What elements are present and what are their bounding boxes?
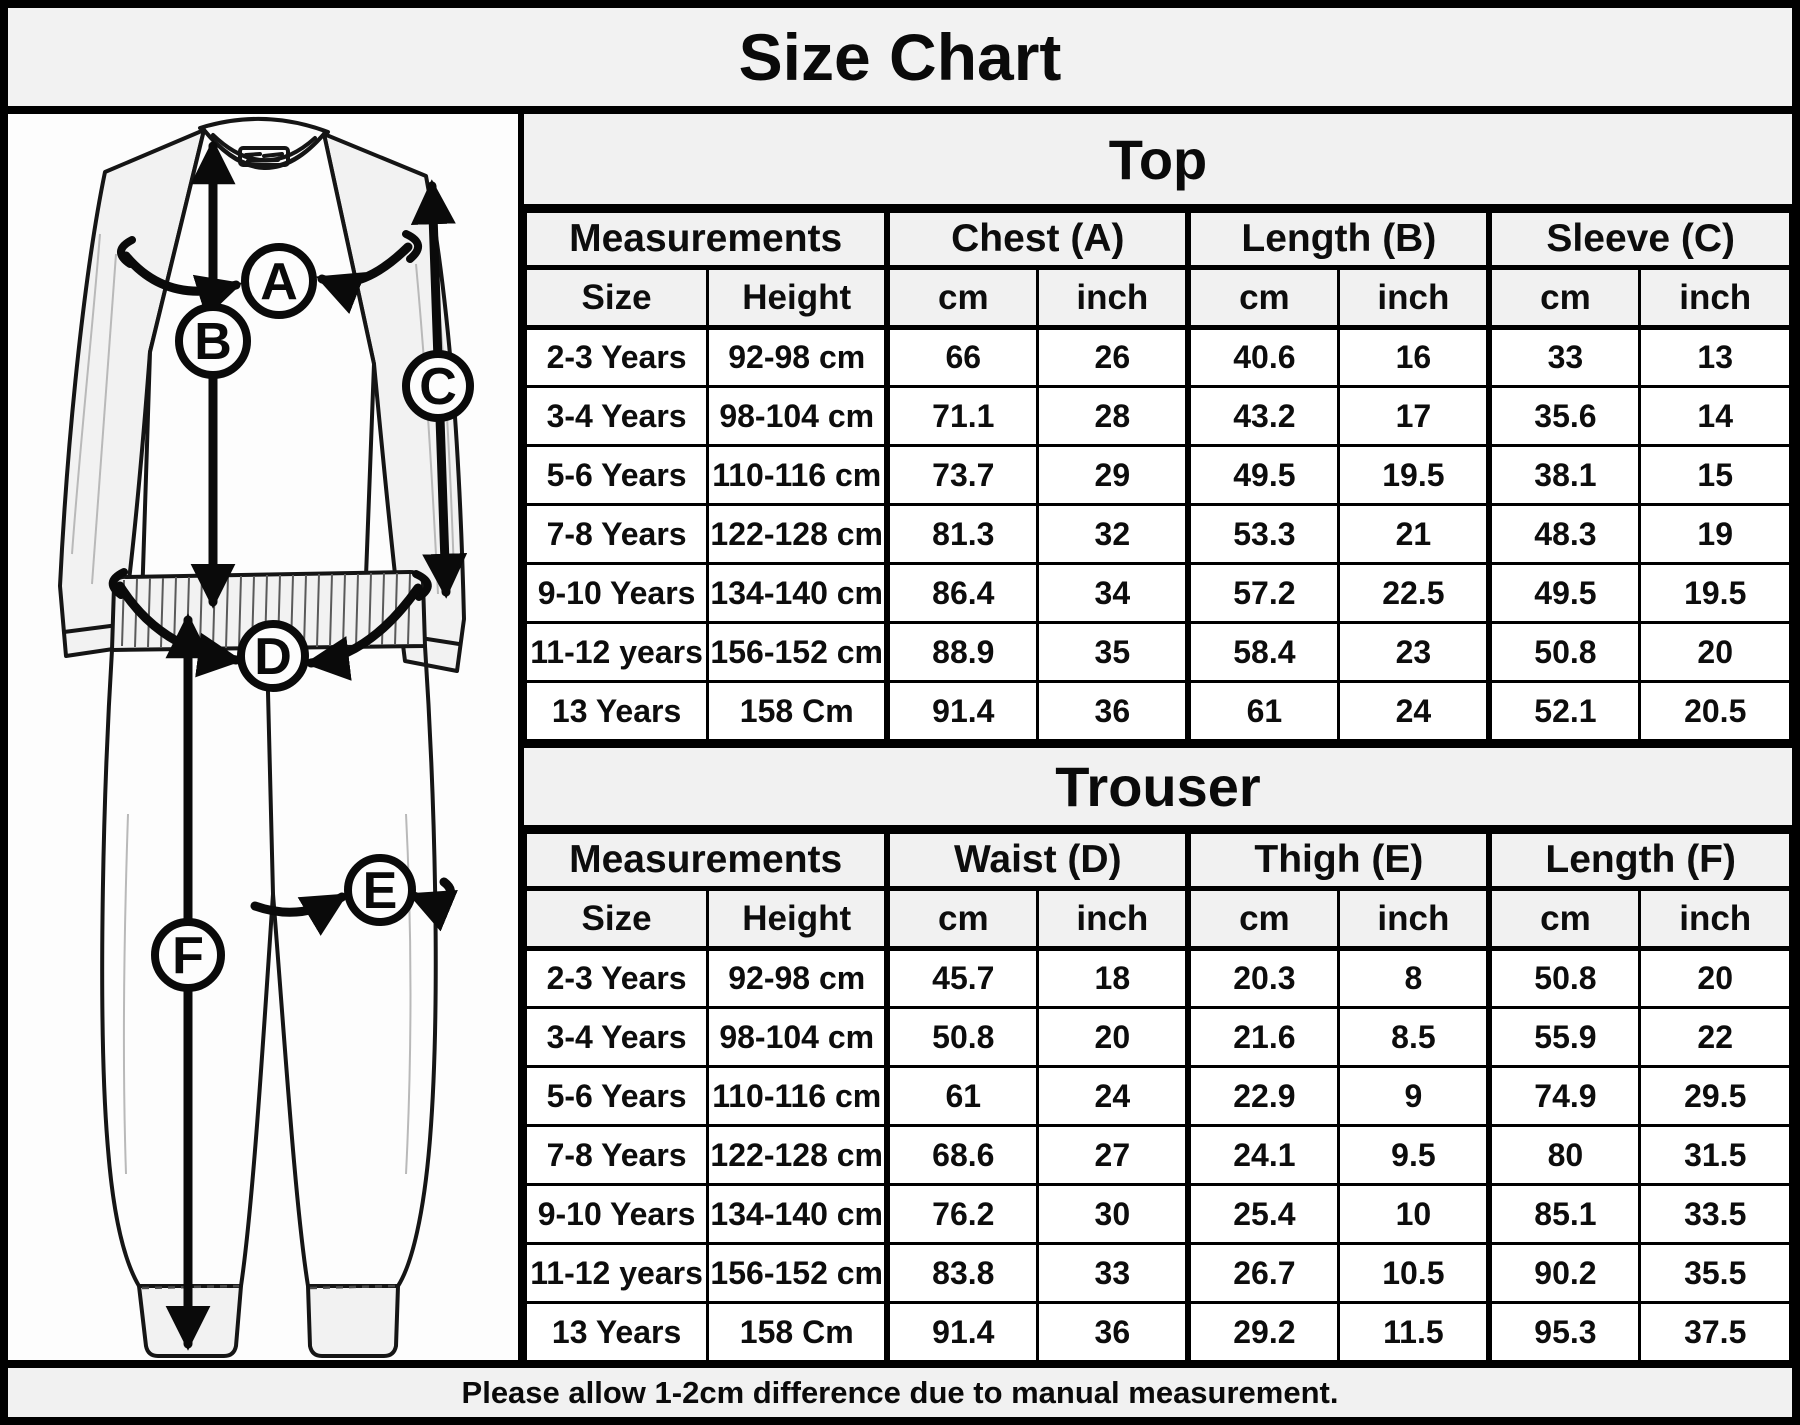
value-cell: 38.1 — [1489, 446, 1640, 505]
value-cell: 14 — [1640, 387, 1791, 446]
sub-header-cell: inch — [1038, 268, 1189, 328]
size-cell: 13 Years — [526, 1303, 708, 1361]
height-cell: 92-98 cm — [708, 328, 888, 387]
height-cell: 110-116 cm — [708, 1067, 888, 1126]
value-cell: 91.4 — [887, 1303, 1038, 1361]
value-cell: 50.8 — [1489, 623, 1640, 682]
value-cell: 21.6 — [1188, 1008, 1339, 1067]
value-cell: 61 — [1188, 682, 1339, 741]
value-cell: 20 — [1640, 949, 1791, 1008]
value-cell: 8.5 — [1339, 1008, 1490, 1067]
svg-text:D: D — [254, 628, 292, 686]
section-band-top — [524, 114, 1792, 210]
value-cell: 33 — [1489, 328, 1640, 387]
footer-bar — [8, 1368, 1792, 1417]
sub-header-cell: cm — [1188, 268, 1339, 328]
svg-text:F: F — [172, 927, 204, 985]
group-header-cell: Length (B) — [1188, 212, 1489, 268]
svg-text:E: E — [362, 862, 398, 920]
group-header-cell: Measurements — [526, 833, 888, 889]
sub-header-cell: Size — [526, 268, 708, 328]
height-cell: 110-116 cm — [708, 446, 888, 505]
sub-header-cell: inch — [1339, 268, 1490, 328]
top-size-table — [524, 210, 1792, 742]
value-cell: 28 — [1038, 387, 1189, 446]
size-cell: 3-4 Years — [526, 1008, 708, 1067]
sub-header-cell: cm — [1489, 889, 1640, 949]
size-cell: 11-12 years — [526, 623, 708, 682]
value-cell: 61 — [887, 1067, 1038, 1126]
height-cell: 122-128 cm — [708, 505, 888, 564]
value-cell: 19.5 — [1339, 446, 1490, 505]
value-cell: 73.7 — [887, 446, 1038, 505]
size-row — [526, 623, 1791, 682]
value-cell: 85.1 — [1489, 1185, 1640, 1244]
value-cell: 35.5 — [1640, 1244, 1791, 1303]
group-header-cell: Waist (D) — [887, 833, 1188, 889]
size-row — [526, 564, 1791, 623]
value-cell: 83.8 — [887, 1244, 1038, 1303]
value-cell: 29 — [1038, 446, 1189, 505]
size-row — [526, 328, 1791, 387]
value-cell: 52.1 — [1489, 682, 1640, 741]
value-cell: 36 — [1038, 1303, 1189, 1361]
group-header-cell: Measurements — [526, 212, 888, 268]
value-cell: 50.8 — [1489, 949, 1640, 1008]
value-cell: 25.4 — [1188, 1185, 1339, 1244]
value-cell: 48.3 — [1489, 505, 1640, 564]
value-cell: 10 — [1339, 1185, 1490, 1244]
size-row — [526, 446, 1791, 505]
illustration-panel — [8, 114, 518, 1360]
svg-text:A: A — [260, 253, 298, 311]
garment-illustration — [8, 114, 518, 1360]
measure-marker-d — [241, 624, 305, 688]
value-cell: 36 — [1038, 682, 1189, 741]
sub-header-cell: Size — [526, 889, 708, 949]
page-title: Size Chart — [738, 20, 1062, 94]
height-cell: 156-152 cm — [708, 1244, 888, 1303]
value-cell: 8 — [1339, 949, 1490, 1008]
value-cell: 29.2 — [1188, 1303, 1339, 1361]
value-cell: 20.5 — [1640, 682, 1791, 741]
value-cell: 20.3 — [1188, 949, 1339, 1008]
value-cell: 18 — [1038, 949, 1189, 1008]
value-cell: 20 — [1640, 623, 1791, 682]
value-cell: 86.4 — [887, 564, 1038, 623]
value-cell: 27 — [1038, 1126, 1189, 1185]
height-cell: 134-140 cm — [708, 1185, 888, 1244]
value-cell: 19.5 — [1640, 564, 1791, 623]
height-cell: 156-152 cm — [708, 623, 888, 682]
size-cell: 2-3 Years — [526, 328, 708, 387]
value-cell: 21 — [1339, 505, 1490, 564]
group-header-cell: Length (F) — [1489, 833, 1790, 889]
value-cell: 90.2 — [1489, 1244, 1640, 1303]
value-cell: 24 — [1038, 1067, 1189, 1126]
section-title-trouser: Trouser — [1055, 755, 1261, 818]
value-cell: 35.6 — [1489, 387, 1640, 446]
value-cell: 88.9 — [887, 623, 1038, 682]
section-band-trouser — [524, 742, 1792, 831]
size-cell: 7-8 Years — [526, 505, 708, 564]
tables-panel — [524, 114, 1792, 1360]
value-cell: 30 — [1038, 1185, 1189, 1244]
value-cell: 91.4 — [887, 682, 1038, 741]
height-cell: 158 Cm — [708, 1303, 888, 1361]
measure-marker-c — [406, 354, 470, 418]
value-cell: 10.5 — [1339, 1244, 1490, 1303]
section-title-top: Top — [1108, 127, 1208, 191]
sub-header-cell: cm — [887, 889, 1038, 949]
size-cell: 11-12 years — [526, 1244, 708, 1303]
height-cell: 98-104 cm — [708, 1008, 888, 1067]
value-cell: 32 — [1038, 505, 1189, 564]
value-cell: 49.5 — [1489, 564, 1640, 623]
value-cell: 49.5 — [1188, 446, 1339, 505]
title-bar — [8, 8, 1792, 106]
trouser-size-table — [524, 831, 1792, 1360]
size-row — [526, 949, 1791, 1008]
value-cell: 68.6 — [887, 1126, 1038, 1185]
value-cell: 45.7 — [887, 949, 1038, 1008]
value-cell: 53.3 — [1188, 505, 1339, 564]
value-cell: 43.2 — [1188, 387, 1339, 446]
size-cell: 9-10 Years — [526, 1185, 708, 1244]
value-cell: 22.9 — [1188, 1067, 1339, 1126]
size-row — [526, 1244, 1791, 1303]
size-row — [526, 505, 1791, 564]
value-cell: 13 — [1640, 328, 1791, 387]
svg-text:C: C — [419, 358, 457, 416]
sub-header-cell: inch — [1339, 889, 1490, 949]
value-cell: 29.5 — [1640, 1067, 1791, 1126]
value-cell: 80 — [1489, 1126, 1640, 1185]
value-cell: 9.5 — [1339, 1126, 1490, 1185]
height-cell: 158 Cm — [708, 682, 888, 741]
value-cell: 71.1 — [887, 387, 1038, 446]
sub-header-cell: cm — [1489, 268, 1640, 328]
size-cell: 7-8 Years — [526, 1126, 708, 1185]
value-cell: 15 — [1640, 446, 1791, 505]
svg-text:B: B — [194, 313, 232, 371]
height-cell: 92-98 cm — [708, 949, 888, 1008]
value-cell: 57.2 — [1188, 564, 1339, 623]
value-cell: 50.8 — [887, 1008, 1038, 1067]
size-row — [526, 1067, 1791, 1126]
measure-marker-f — [155, 922, 221, 988]
sub-header-cell: Height — [708, 889, 888, 949]
value-cell: 81.3 — [887, 505, 1038, 564]
height-cell: 98-104 cm — [708, 387, 888, 446]
value-cell: 55.9 — [1489, 1008, 1640, 1067]
sub-header-cell: cm — [887, 268, 1038, 328]
sub-header-cell: Height — [708, 268, 888, 328]
value-cell: 74.9 — [1489, 1067, 1640, 1126]
size-cell: 13 Years — [526, 682, 708, 741]
value-cell: 20 — [1038, 1008, 1189, 1067]
value-cell: 33 — [1038, 1244, 1189, 1303]
value-cell: 95.3 — [1489, 1303, 1640, 1361]
sub-header-cell: cm — [1188, 889, 1339, 949]
value-cell: 34 — [1038, 564, 1189, 623]
value-cell: 9 — [1339, 1067, 1490, 1126]
height-cell: 122-128 cm — [708, 1126, 888, 1185]
value-cell: 66 — [887, 328, 1038, 387]
value-cell: 24 — [1339, 682, 1490, 741]
value-cell: 24.1 — [1188, 1126, 1339, 1185]
value-cell: 76.2 — [887, 1185, 1038, 1244]
value-cell: 23 — [1339, 623, 1490, 682]
value-cell: 33.5 — [1640, 1185, 1791, 1244]
size-cell: 5-6 Years — [526, 446, 708, 505]
value-cell: 40.6 — [1188, 328, 1339, 387]
value-cell: 22 — [1640, 1008, 1791, 1067]
measure-marker-e — [348, 858, 412, 922]
measure-marker-a — [245, 247, 313, 315]
size-cell: 9-10 Years — [526, 564, 708, 623]
size-cell: 3-4 Years — [526, 387, 708, 446]
height-cell: 134-140 cm — [708, 564, 888, 623]
sub-header-cell: inch — [1038, 889, 1189, 949]
value-cell: 26.7 — [1188, 1244, 1339, 1303]
group-header-cell: Thigh (E) — [1188, 833, 1489, 889]
value-cell: 11.5 — [1339, 1303, 1490, 1361]
size-row — [526, 1126, 1791, 1185]
size-row — [526, 1303, 1791, 1361]
measurement-note: Please allow 1-2cm difference due to manual measurement. — [461, 1374, 1339, 1410]
value-cell: 37.5 — [1640, 1303, 1791, 1361]
value-cell: 19 — [1640, 505, 1791, 564]
group-header-cell: Chest (A) — [887, 212, 1188, 268]
size-cell: 5-6 Years — [526, 1067, 708, 1126]
size-row — [526, 682, 1791, 741]
value-cell: 58.4 — [1188, 623, 1339, 682]
size-row — [526, 1008, 1791, 1067]
size-row — [526, 387, 1791, 446]
group-header-cell: Sleeve (C) — [1489, 212, 1790, 268]
sub-header-cell: inch — [1640, 889, 1791, 949]
value-cell: 16 — [1339, 328, 1490, 387]
value-cell: 22.5 — [1339, 564, 1490, 623]
value-cell: 26 — [1038, 328, 1189, 387]
value-cell: 31.5 — [1640, 1126, 1791, 1185]
sub-header-cell: inch — [1640, 268, 1791, 328]
value-cell: 35 — [1038, 623, 1189, 682]
value-cell: 17 — [1339, 387, 1490, 446]
measure-marker-b — [179, 307, 247, 375]
size-cell: 2-3 Years — [526, 949, 708, 1008]
size-row — [526, 1185, 1791, 1244]
